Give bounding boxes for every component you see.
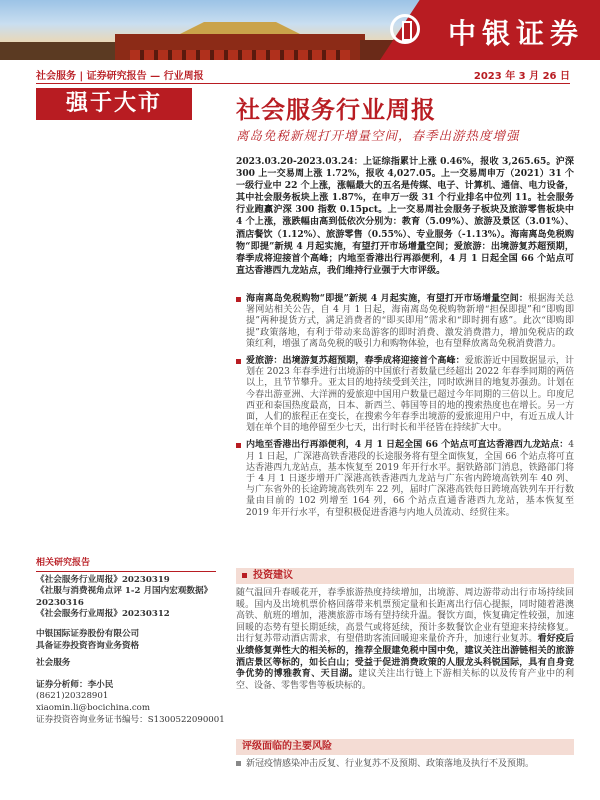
advice-header	[236, 568, 574, 584]
palace-roof-gold	[180, 22, 300, 34]
header-banner	[0, 0, 600, 60]
palace-roof-left	[0, 42, 120, 60]
key-points	[236, 294, 574, 525]
section-marker-icon	[242, 573, 247, 578]
key-point	[236, 356, 574, 434]
advice-header-label: 投资建议	[253, 570, 293, 581]
related-reports-title: 相关研究报告	[36, 558, 216, 572]
analyst-cert: 证券投资咨询业务证书编号：S1300522090001	[36, 714, 225, 725]
advice-bold-text: 看好疫后业绩修复弹性大的相关标的，推荐全服建免税中国中免，建议关注出游链相关的旅游酒店景区等标的，如长白山；受益于促进消费政策的人服龙头科锐国际，具有自身竞争优势的博雅教育、天目湖。	[236, 634, 574, 680]
report-meta-line	[36, 64, 570, 84]
brand-name: 中银证券	[447, 17, 584, 50]
key-point	[236, 294, 574, 350]
report-date: 2023 年 3 月 26 日	[473, 71, 570, 82]
analyst-label: 证券分析师：	[36, 679, 88, 690]
advice-text: 随气温回升春暖花开，春季旅游热度持续增加，出境游、周边游带动出行市场持续回暖。国内及出境机票价格回落带来机票预定量和长距离出行信心提振，同时随着港澳高铁、航班的增加，港澳旅游市场有望持续升温。餐饮方面，恢复确定性较强，加速回暖的态势有望长期延续，高景气或将延续，预计多数餐饮企业有望迎来持续修复。出行复苏带动酒店需求，有望借助客流回暖迎来量价齐升，加速行业复苏。	[236, 588, 574, 645]
key-point-body: 爱旅游近中国数据显示，计划在 2023 年春季进行出境游的中国旅行者数量已经超出 2022 年春季同期的两倍以上，且节节攀升。亚太目的地持续受到关注，同时欧洲目的地复苏强劲。计划在今春出游亚洲、大洋洲的爱旅迎中国用户数量已超过今年同期的三倍以上。印度尼西亚和泰国热度最高，日本、新西兰、韩国等目的地的搜索热度也在增长。另一方面，人们的旅程正在变长，在搜索今年春季出境游的爱旅迎用户中，有近五成人计划在单个目的地停留至少七天，出行时长和半径皆在持续扩大中。	[246, 356, 574, 434]
related-report-link[interactable]: 《社服与消费视角点评 1-2 月国内宏观数据》20230316	[36, 586, 213, 608]
key-point-body: 4 月 1 日起，广深港高铁香港段的长途服务将有望全面恢复，全国 66 个站点将可直达香港西九龙站点，基本恢复至 2019 年开行水平。据铁路部门消息，铁路部门将于 4 月 1 日逐步增开广深港高铁香港西九龙站与广东省内跨境高铁列车 40 列、与广东省外的长途跨境高铁列车 22 列，届时广深港高铁每日跨境高铁列车开行数量由目前的 102 列增至 164 列，66 个站点直通香港西九龙站，基本恢复至 2019 年开行水平，有望积极促进香港与内地人员流动、经贸往来。	[246, 440, 574, 518]
analyst-block	[36, 680, 226, 726]
palace-pillars	[130, 50, 350, 60]
org-name: 中银国际证券股份有限公司	[36, 628, 140, 639]
rating-badge: 强于大市	[36, 88, 192, 120]
sidebar	[36, 558, 226, 726]
related-report-link[interactable]: 《社会服务行业周报》20230319	[36, 574, 170, 585]
organization	[36, 629, 226, 670]
analyst-phone: (8621)20328901	[36, 691, 109, 702]
risk-header-label: 评级面临的主要风险	[242, 741, 332, 752]
key-point-body: 根据海关总署网站相关公告，自 4 月 1 日起，海南离岛免税购物新增“担保即提”和“即购即提”两种提货方式，满足消费者的“即买即用”需求和“即时拥有感”。此次“即购即提”政策落地，有利于带动来岛游客的即时消费、激发消费潜力，增加免税店的政策红利，增强了离岛免税的吸引力和购物体验，也有望释放离岛免税消费潜力。	[246, 294, 574, 349]
org-qualification: 具备证券投资咨询业务资格	[36, 640, 140, 651]
advice-tail-text: 建议关注出行链上下游相关标的以及传育产业中的利空、设备、零售零售等板块标的。	[236, 669, 574, 691]
key-point-lead: 爱旅游：出境游复苏超预期，春季成将迎接首个高峰：	[246, 356, 465, 367]
key-point-lead: 海南离岛免税购物“即提”新规 4 月起实施，有望打开市场增量空间：	[246, 294, 529, 304]
page-subtitle: 离岛免税新规打开增量空间，春季出游热度增强	[236, 128, 520, 143]
key-point-lead: 内地至香港出行再添便利，4 月 1 日起全国 66 个站点可直达香港西九龙站点：	[246, 440, 569, 451]
summary-paragraph: 2023.03.20-2023.03.24：上证综指累计上涨 0.46%，报收 3,265.65。沪深 300 上一交易周上涨 1.72%，报收 4,027.05。上一交易周申万（2021）31 个一级行业中 22 个上涨，涨幅最大的五名是传媒、电子、计算机、通信、电力设备，其中社会服务板块上涨 1.87%，在申万一级 31 个行业排名中位列 11。社会服务行业跑赢沪深 300 指数 0.15pct。上一交易周社会服务子板块及旅游零售板块中 4 个上涨，涨跌幅由高到低依次分别为：教育（5.09%）、旅游及景区（3.01%）、酒店餐饮（1.12%）、旅游零售（0.55%）、专业服务（-1.13%）。海南离岛免税购物“即提”新规 4 月起实施，有望打开市场增量空间；爱旅游：出境游复苏超预期，春季成将迎接首个高峰；内地至香港出行再添便利，4 月 1 日起全国 66 个站点可直达香港西九龙站点，我们维持行业强于大市评级。	[236, 156, 574, 276]
analyst-email[interactable]: xiaomin.li@bocichina.com	[36, 702, 151, 713]
sector-label: 社会服务	[36, 658, 71, 669]
advice-paragraph	[236, 588, 574, 692]
page-title: 社会服务行业周报	[236, 96, 436, 124]
analyst-name: 李小民	[87, 679, 114, 690]
related-report-link[interactable]: 《社会服务行业周报》20230312	[36, 609, 170, 620]
risk-text: 新冠疫情感染冲击反复、行业复苏不及预期、政策落地及执行不及预期。	[246, 758, 574, 770]
boc-logo-icon	[390, 14, 420, 44]
report-category: 社会服务 | 证券研究报告 — 行业周报	[36, 71, 204, 82]
key-point	[236, 440, 574, 518]
risk-header	[236, 739, 574, 755]
